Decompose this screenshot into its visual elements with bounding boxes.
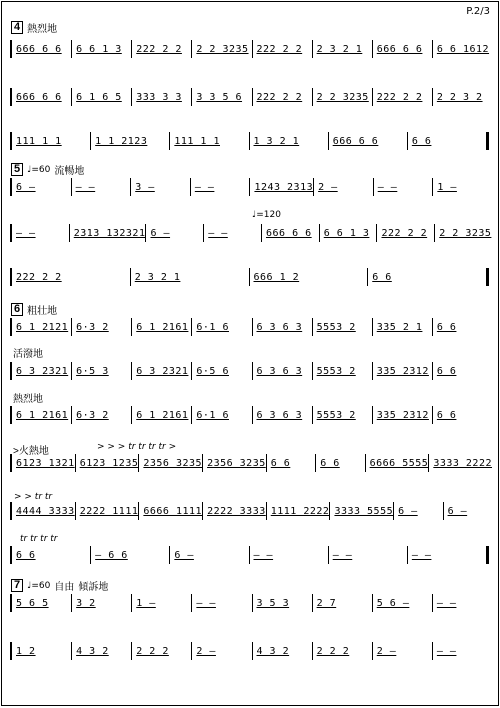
measure-notes: 2 2 2 [316, 645, 350, 657]
measure-notes: 4 3 2 [256, 645, 290, 657]
measure [191, 88, 251, 106]
measure-notes: – – [208, 227, 228, 239]
measure [373, 178, 433, 196]
measure-notes: – – [332, 549, 353, 561]
measure-notes: 335 2312 [376, 365, 429, 377]
measure-notes: 6 1 2161 [16, 409, 69, 421]
measure [432, 88, 492, 106]
measure-notes: 6 6 1 3 [323, 227, 370, 239]
measure-notes: 1111 2222 [270, 505, 330, 517]
score-page [1, 1, 499, 706]
measure-notes: 2 2 3235 [316, 91, 369, 103]
measure [10, 406, 71, 424]
measure [131, 594, 191, 612]
measure [131, 88, 191, 106]
measure [313, 178, 373, 196]
measure-notes: – – [253, 549, 274, 561]
measure [131, 40, 191, 58]
section-number: 4 [11, 21, 23, 34]
measure [145, 224, 203, 242]
measure-notes: 335 2312 [376, 409, 429, 421]
measure-notes: 3 2 [76, 597, 96, 609]
measure [312, 40, 372, 58]
measure [138, 454, 202, 472]
measure [312, 88, 372, 106]
measure [71, 178, 131, 196]
measure [71, 406, 131, 424]
measure [10, 268, 130, 286]
section-expression: 傾訴地 [78, 582, 109, 593]
measure [191, 40, 251, 58]
measure [252, 642, 312, 660]
measure [372, 318, 432, 336]
measure-notes: 4 3 2 [76, 645, 109, 657]
staff-row-9 [10, 406, 492, 424]
measure [252, 88, 312, 106]
measure-notes: 6 1 2161 [136, 409, 189, 421]
measure [372, 594, 432, 612]
measure-notes: 6·3 2 [76, 409, 109, 421]
measure-notes: 6 6 [436, 321, 457, 333]
measure-notes: 2313 132321 [73, 227, 146, 239]
measure-notes: 1 3 2 1 [253, 135, 300, 147]
measure [69, 224, 146, 242]
measure [329, 502, 393, 520]
measure-notes: 6 – [174, 549, 194, 561]
measure-notes: 2 – [196, 645, 216, 657]
measure-notes: 6 6 [411, 135, 432, 147]
measure [432, 362, 492, 380]
measure [191, 406, 251, 424]
measure-notes: 2222 3333 [207, 505, 266, 517]
measure-notes: 3 5 3 [256, 597, 290, 609]
measure-notes: 333 3 3 [136, 91, 182, 103]
measure-notes: 5 6 – [376, 597, 410, 609]
measure-notes: 666 6 6 [376, 43, 423, 55]
section-expression: 熱烈地 [27, 24, 58, 35]
measure [367, 268, 486, 286]
measure-notes: 3 – [135, 181, 155, 193]
measure [71, 318, 131, 336]
measure-notes: 6 1 2161 [136, 321, 189, 333]
measure [252, 362, 312, 380]
measure [75, 502, 139, 520]
measure [434, 224, 492, 242]
staff-row-13 [10, 594, 492, 612]
measure-notes: 6 3 2321 [136, 365, 189, 377]
measure [169, 132, 248, 150]
measure-notes: – – [194, 181, 215, 193]
measure [372, 406, 432, 424]
measure [443, 502, 492, 520]
measure-notes: 6123 1321 [16, 457, 75, 469]
staff-row-1 [10, 40, 492, 58]
measure [131, 318, 191, 336]
measure-notes: – – [411, 549, 432, 561]
measure-notes: 222 2 2 [381, 227, 428, 239]
measure [249, 132, 328, 150]
measure-notes: 6666 5555 [369, 457, 429, 469]
tempo-marking: ♩=120 [252, 210, 281, 220]
measure [372, 40, 432, 58]
measure [312, 594, 372, 612]
measure [252, 406, 312, 424]
measure-notes: 666 6 6 [16, 43, 62, 55]
measure [203, 224, 261, 242]
measure-notes: 6 6 1 3 [76, 43, 122, 55]
measure [372, 88, 432, 106]
measure-notes: – – [75, 181, 96, 193]
measure [261, 224, 319, 242]
final-barline [486, 132, 492, 150]
staff-row-12 [10, 546, 492, 564]
measure [328, 132, 407, 150]
measure-notes: 1 – [136, 597, 156, 609]
measure-notes: 335 2 1 [376, 321, 423, 333]
measure-notes: 3 3 5 6 [196, 91, 243, 103]
measure-notes: 6 6 [436, 409, 457, 421]
measure [376, 224, 434, 242]
measure [432, 642, 492, 660]
measure [312, 642, 372, 660]
measure-notes: 5 6 5 [16, 597, 49, 609]
measure [407, 546, 486, 564]
measure-notes: 1 2 [16, 645, 36, 657]
accent-marks-row-1: > > > tr tr tr tr > [97, 442, 177, 452]
measure [252, 594, 312, 612]
measure [266, 454, 315, 472]
staff-row-14 [10, 642, 492, 660]
measure [71, 40, 131, 58]
staff-row-11 [10, 502, 492, 520]
measure-notes: 2 2 3235 [196, 43, 249, 55]
measure-notes: 6·5 6 [196, 365, 229, 377]
measure-notes: – – [436, 645, 457, 657]
measure-notes: 666 1 2 [253, 271, 300, 283]
measure [428, 454, 492, 472]
measure-notes: 1 – [437, 181, 457, 193]
tempo-marking: ♩=60 [27, 580, 51, 591]
measure [191, 318, 251, 336]
measure [10, 362, 71, 380]
measure [10, 594, 71, 612]
measure [138, 502, 202, 520]
measure [315, 454, 364, 472]
measure-notes: 2 3 2 1 [134, 271, 181, 283]
measure [312, 362, 372, 380]
measure [131, 642, 191, 660]
measure [191, 594, 251, 612]
section-5-header [11, 162, 84, 177]
measure-notes: – – [196, 597, 216, 609]
measure [312, 318, 372, 336]
final-barline [486, 546, 492, 564]
measure [131, 406, 191, 424]
measure-notes: 111 1 1 [16, 135, 62, 147]
measure-notes: 5553 2 [316, 365, 356, 377]
measure-notes: 6 3 6 3 [256, 409, 303, 421]
measure-notes: 2222 1111 [79, 505, 139, 517]
measure-notes: 222 2 2 [256, 91, 303, 103]
measure [71, 88, 131, 106]
measure-notes: 666 6 6 [332, 135, 379, 147]
measure [252, 40, 312, 58]
measure-notes: 3333 5555 [334, 505, 394, 517]
measure-notes: 6666 1111 [143, 505, 203, 517]
measure-notes: 6 6 1612 [436, 43, 490, 55]
expression-fiery: >火熱地 [13, 446, 49, 457]
measure-notes: 111 1 1 [174, 135, 220, 147]
measure [407, 132, 486, 150]
staff-row-6 [10, 268, 492, 286]
measure [10, 178, 71, 196]
measure [372, 642, 432, 660]
measure-notes: 6 – [150, 227, 171, 239]
measure [432, 406, 492, 424]
section-6-header [11, 302, 57, 317]
measure-notes: 6 1 2121 [16, 321, 69, 333]
staff-row-5 [10, 224, 492, 242]
measure-notes: 1243 2313 [254, 181, 314, 193]
expression-lively: 活潑地 [13, 349, 43, 360]
measure [130, 268, 249, 286]
measure [191, 362, 251, 380]
measure [131, 362, 191, 380]
measure-notes: 6 – [16, 181, 36, 193]
measure-notes: – – [16, 227, 36, 239]
measure [71, 594, 131, 612]
measure-notes: 6 6 [372, 271, 392, 283]
measure [71, 362, 131, 380]
measure-notes: 6 3 6 3 [256, 321, 303, 333]
measure-notes: 6 6 [16, 549, 36, 561]
measure [10, 132, 90, 150]
measure-notes: 2 2 3235 [439, 227, 492, 239]
measure [432, 594, 492, 612]
staff-row-2 [10, 88, 492, 106]
measure-notes: 6 – [398, 505, 418, 517]
measure [266, 502, 330, 520]
measure-notes: 5553 2 [316, 321, 356, 333]
measure-notes: 6 – [447, 505, 468, 517]
measure [90, 546, 169, 564]
measure [169, 546, 248, 564]
measure-notes: 3333 2222 [433, 457, 492, 469]
measure [432, 318, 492, 336]
measure [328, 546, 407, 564]
measure [10, 454, 75, 472]
section-number: 7 [11, 579, 23, 592]
measure-notes: 6·1 6 [196, 321, 229, 333]
measure-notes: 5553 2 [316, 409, 356, 421]
measure [249, 546, 328, 564]
measure-notes: 222 2 2 [16, 271, 62, 283]
measure-notes: 2356 3235 [207, 457, 266, 469]
expression-fervent: 熱烈地 [13, 394, 43, 405]
measure [202, 502, 266, 520]
measure [75, 454, 139, 472]
section-expression: 流暢地 [54, 166, 85, 177]
final-barline [486, 268, 492, 286]
measure-notes: 222 2 2 [136, 43, 182, 55]
measure [249, 268, 368, 286]
staff-row-10 [10, 454, 492, 472]
section-expression: 粗壮地 [27, 306, 58, 317]
measure [191, 642, 251, 660]
measure-notes: – – [377, 181, 398, 193]
accent-marks-row-3: tr tr tr tr [20, 534, 58, 544]
measure-notes: 1 1 2123 [95, 135, 148, 147]
measure-notes: 6·3 2 [76, 321, 109, 333]
measure [249, 178, 313, 196]
measure [10, 502, 75, 520]
measure [130, 178, 190, 196]
measure-notes: 222 2 2 [376, 91, 423, 103]
measure [393, 502, 442, 520]
measure [319, 224, 377, 242]
measure [365, 454, 429, 472]
measure-notes: 6 1 6 5 [76, 91, 122, 103]
measure-notes: 2 2 3 2 [436, 91, 483, 103]
staff-row-4 [10, 178, 492, 196]
measure [90, 132, 169, 150]
measure [432, 178, 492, 196]
measure-notes: 2 3 2 1 [316, 43, 363, 55]
measure-notes: 666 6 6 [265, 227, 312, 239]
measure [10, 546, 90, 564]
measure [10, 318, 71, 336]
measure [10, 642, 71, 660]
measure [10, 224, 69, 242]
measure-notes: – 6 6 [95, 549, 128, 561]
measure-notes: 4444 3333 [16, 505, 75, 517]
measure-notes: 6123 1235 [79, 457, 139, 469]
measure-notes: 6 6 [436, 365, 457, 377]
measure-notes: 2 – [318, 181, 338, 193]
measure [432, 40, 492, 58]
section-expression: 自由 [54, 582, 75, 593]
measure-notes: 2 7 [316, 597, 337, 609]
section-number: 6 [11, 303, 23, 316]
measure [372, 362, 432, 380]
section-number: 5 [11, 163, 23, 176]
measure-notes: 6·5 3 [76, 365, 109, 377]
measure-notes: 2 – [376, 645, 397, 657]
measure-notes: – – [436, 597, 457, 609]
measure-notes: 2 2 2 [136, 645, 169, 657]
measure [190, 178, 250, 196]
measure [312, 406, 372, 424]
measure-notes: 6 3 6 3 [256, 365, 303, 377]
measure-notes: 666 6 6 [16, 91, 62, 103]
measure-notes: 222 2 2 [256, 43, 303, 55]
accent-marks-row-2: > > tr tr [14, 492, 53, 502]
measure-notes: 6 6 [320, 457, 340, 469]
measure [10, 88, 71, 106]
measure-notes: 6·1 6 [196, 409, 229, 421]
measure-notes: 6 6 [270, 457, 291, 469]
staff-row-8 [10, 362, 492, 380]
section-7-header [11, 578, 108, 593]
section-4-header [11, 20, 57, 35]
measure [10, 40, 71, 58]
measure [71, 642, 131, 660]
measure-notes: 6 3 2321 [16, 365, 69, 377]
measure [202, 454, 266, 472]
staff-row-7 [10, 318, 492, 336]
tempo-marking: ♩=60 [27, 164, 51, 175]
measure-notes: 2356 3235 [143, 457, 203, 469]
page-number: P.2/3 [466, 6, 490, 17]
measure [252, 318, 312, 336]
staff-row-3 [10, 132, 492, 150]
